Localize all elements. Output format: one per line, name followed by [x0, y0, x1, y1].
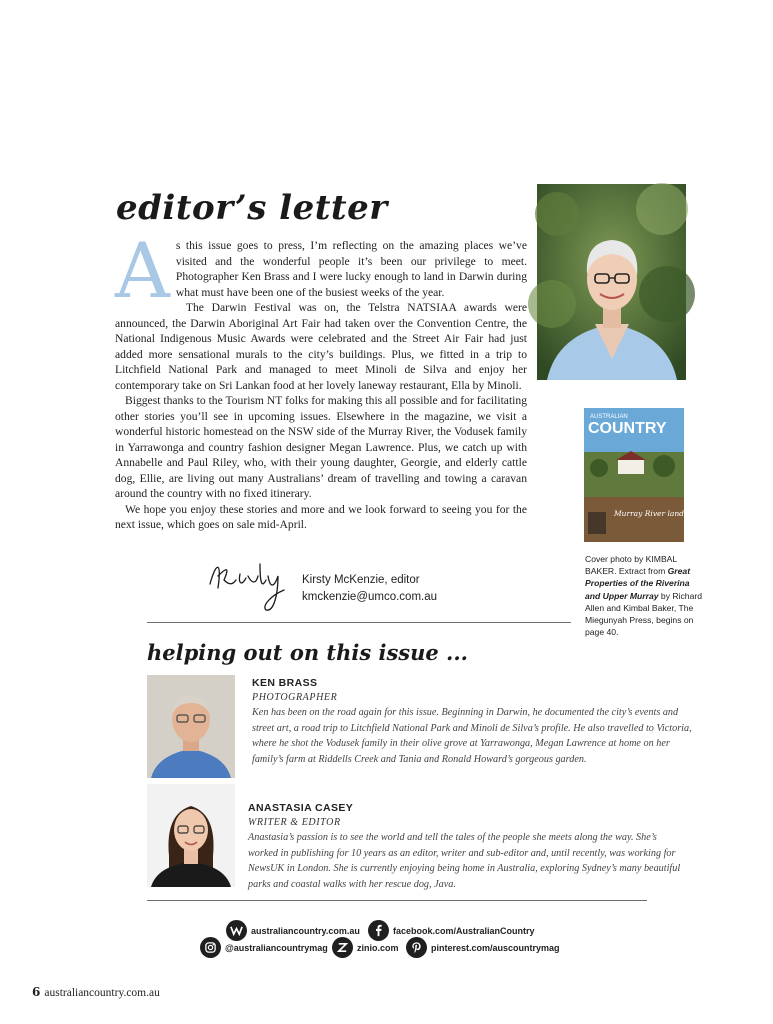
- pinterest-link[interactable]: [406, 937, 560, 958]
- cover-headline: Murray River landmark: [614, 509, 704, 518]
- zinio-icon: [332, 937, 353, 958]
- contributor-role: PHOTOGRAPHER: [252, 692, 338, 703]
- letter-paragraph-3: Biggest thanks to the Tourism NT folks for making this all possible and for facilitating other stories you’ll see in upcoming issues. Elsewhere in the magazine, we visit a wonderful historic homestead on the NSW side of the Murray River, the Vodusek family in Yarrawonga and country fashion designer Megan Lawrence. Plus, we catch up with Annabelle and Paul Riley, who, with their young daughter, Georgie, and elderly cattle dog, Ellie, are living out many Australians’ dream of travelling and towing a caravan around the country with no fixed itinerary.: [115, 394, 527, 500]
- facebook-text: facebook.com/AustralianCountry: [393, 925, 535, 936]
- zinio-text: zinio.com: [357, 942, 399, 953]
- pinterest-icon: [406, 937, 427, 958]
- magazine-cover: [584, 408, 704, 542]
- editor-signoff: [302, 572, 437, 606]
- website-text: australiancountry.com.au: [251, 925, 360, 936]
- cover-caption-part1: Cover photo by KIMBAL BAKER. Extract from: [585, 554, 677, 577]
- footer-site: australiancountry.com.au: [44, 987, 160, 999]
- instagram-link[interactable]: [200, 937, 328, 958]
- contributor-photo-ken-brass: [147, 675, 235, 778]
- letter-paragraph-1: s this issue goes to press, I’m reflecting on the amazing places we’ve visited and the wonderful people it’s been our privilege to meet. Photographer Ken Brass and I were lucky enough to land in Darwin during what must have been one of the busiest weeks of the year.: [175, 239, 527, 299]
- cover-illustration: [584, 408, 704, 542]
- contributor-bio: Ken has been on the road again for this issue. Beginning in Darwin, he documented the city’s events and street art, a road trip to Litchfield National Park and Minoli de Silva’s profile. He also travelled to Victoria, where he shot the Vodusek family in their olive grove at Yarrawonga, Megan Lawrence at home on her family’s farm at Riddells Creek and Tania and Ronald Howard’s gorgeous garden.: [252, 707, 692, 765]
- contributor-photo-anastasia-casey: [147, 784, 235, 887]
- drop-cap: A: [115, 226, 170, 315]
- editor-portrait-illustration: [537, 184, 686, 380]
- contributor-role: WRITER & EDITOR: [248, 817, 341, 828]
- letter-paragraph-4: We hope you enjoy these stories and more and we look forward to seeing you for the next issue, which goes on sale mid-April.: [115, 502, 527, 531]
- editor-photo: [537, 184, 686, 380]
- instagram-text: @australiancountrymag: [225, 942, 328, 953]
- editors-letter-body: [115, 226, 527, 533]
- helping-heading: helping out on this issue ...: [147, 640, 468, 665]
- cover-masthead: COUNTRY: [588, 420, 667, 437]
- contributor-bio: Anastasia’s passion is to see the world and tell the tales of the people she meets along the way. She’s worked in publishing for 10 years as an editor, writer and sub-editor and, until recently, was working for NewsUK in London. She is currently enjoying being home in Australia, exploring Sydney’s many beautiful parks and coastal walks with her rescue dog, Java.: [248, 832, 681, 890]
- cover-caption: [585, 553, 703, 638]
- cover-caption-part2: by Richard Allen and Kimbal Baker, The Miegunyah Press, begins on page 40.: [585, 590, 703, 638]
- letter-paragraph-2: The Darwin Festival was on, the Telstra NATSIAA awards were announced, the Darwin Aboriginal Art Fair had taken over the Convention Centre, the National Indigenous Music Awards were celebrated and the Street Air Fair had just added more sensational murals to the city’s buildings. Plus, we fitted in a trip to Litchfield National Park and managed to meet Minoli de Silva and enjoy her contemporary take on Sri Lankan food at her lovely laneway restaurant, Ella by Minoli.: [115, 301, 527, 392]
- contributor-anastasia-casey: [248, 800, 688, 892]
- editor-name: Kirsty McKenzie, editor: [302, 574, 420, 586]
- cover-caption-book-title: Great Properties of the Riverina and Upper Murray: [585, 566, 691, 601]
- cover-masthead-small: AUSTRALIAN: [590, 414, 628, 420]
- page-title: editor’s letter: [116, 188, 388, 228]
- editor-email: kmckenzie@umco.com.au: [302, 591, 438, 603]
- instagram-icon: [200, 937, 221, 958]
- page-number: 6: [32, 985, 41, 999]
- page-footer: [32, 985, 160, 999]
- editor-signature: [204, 554, 292, 616]
- contributor-name: KEN BRASS: [252, 677, 318, 689]
- contributor-name: ANASTASIA CASEY: [248, 802, 354, 814]
- pinterest-text: pinterest.com/auscountrymag: [431, 942, 560, 953]
- contributor-ken-brass: [252, 675, 692, 767]
- section-divider: [147, 622, 571, 623]
- social-divider: [147, 900, 647, 901]
- zinio-link[interactable]: [332, 937, 399, 958]
